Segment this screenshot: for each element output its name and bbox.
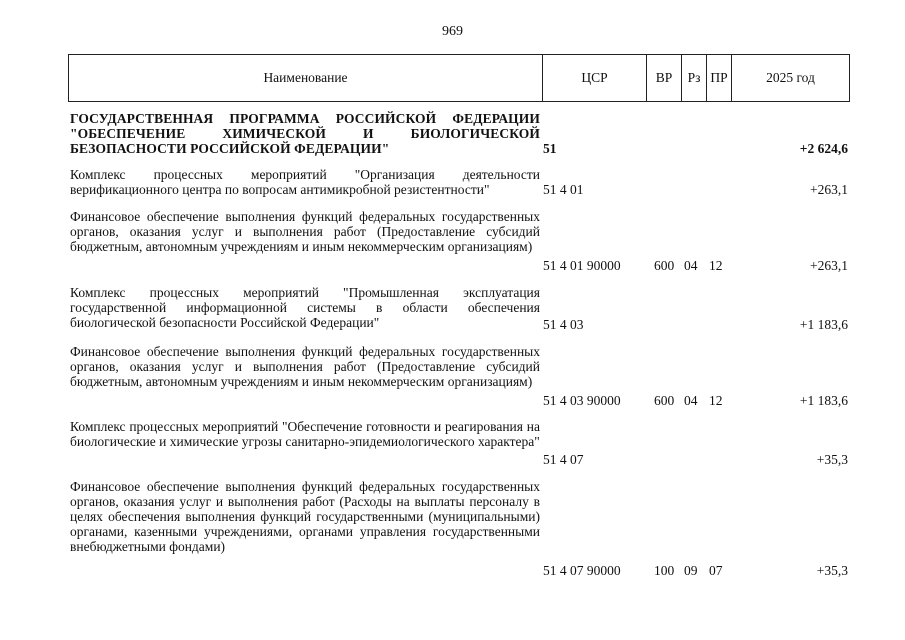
row-name: Финансовое обеспечение выполнения функций федеральных государственных органов, оказания услуг и выполнения работ (Предоставление субсидий бюджетным, автономным учреждениям и иным некоммерческим организациям): [70, 209, 540, 254]
row-value: +2 624,6: [799, 141, 848, 156]
row-name: Финансовое обеспечение выполнения функций федеральных государственных органов, оказания услуг и выполнения работ (Предоставление субсидий бюджетным, автономным учреждениям и иным некоммерческим организациям): [70, 344, 540, 389]
row-rz: 09: [684, 563, 698, 578]
row-value: +263,1: [810, 258, 848, 273]
header-year: 2025 год: [766, 70, 815, 85]
row-value: +35,3: [816, 563, 848, 578]
row-name: Комплекс процессных мероприятий "Обеспечение готовности и реагирования на биологические и химические угрозы санитарно-эпидемиологического характера": [70, 419, 540, 449]
row-pr: 12: [709, 258, 723, 273]
row-csr: 51 4 07 90000: [543, 563, 621, 578]
row-csr: 51 4 03 90000: [543, 393, 621, 408]
row-rz: 04: [684, 393, 698, 408]
row-value: +1 183,6: [799, 317, 848, 332]
row-vr: 600: [654, 393, 675, 408]
row-csr: 51 4 07: [543, 452, 584, 467]
row-csr: 51 4 03: [543, 317, 584, 332]
header-pr: ПР: [707, 55, 732, 101]
header-vr: ВР: [647, 55, 682, 101]
row-csr: 51: [543, 141, 557, 156]
row-name: Комплекс процессных мероприятий "Промышленная эксплуатация государственной информационной системы в области обеспечения биологической безопасности Российской Федерации": [70, 285, 540, 330]
header-name: Наименование: [69, 55, 543, 101]
row-csr: 51 4 01: [543, 182, 584, 197]
header-csr: ЦСР: [543, 55, 647, 101]
table-header: [68, 54, 850, 102]
row-value: +263,1: [810, 182, 848, 197]
page-number: 969: [442, 24, 463, 39]
row-rz: 04: [684, 258, 698, 273]
row-name: Финансовое обеспечение выполнения функций федеральных государственных органов, оказания услуг и выполнения работ (Расходы на выплаты персоналу в целях обеспечения выполнения функций государственными (муниципальными) органами, казенными учреждениями, органами управления государственными внебюджетными фондами): [70, 479, 540, 554]
row-csr: 51 4 01 90000: [543, 258, 621, 273]
row-pr: 12: [709, 393, 723, 408]
row-value: +35,3: [816, 452, 848, 467]
row-vr: 100: [654, 563, 675, 578]
header-rz: Рз: [682, 55, 707, 101]
row-value: +1 183,6: [799, 393, 848, 408]
row-name: Комплекс процессных мероприятий "Организация деятельности верификационного центра по вопросам антимикробной резистентности": [70, 167, 540, 197]
row-name: ГОСУДАРСТВЕННАЯ ПРОГРАММА РОССИЙСКОЙ ФЕДЕРАЦИИ "ОБЕСПЕЧЕНИЕ ХИМИЧЕСКОЙ И БИОЛОГИЧЕСКОЙ БЕЗОПАСНОСТИ РОССИЙСКОЙ ФЕДЕРАЦИИ": [70, 111, 540, 156]
row-vr: 600: [654, 258, 675, 273]
row-pr: 07: [709, 563, 723, 578]
